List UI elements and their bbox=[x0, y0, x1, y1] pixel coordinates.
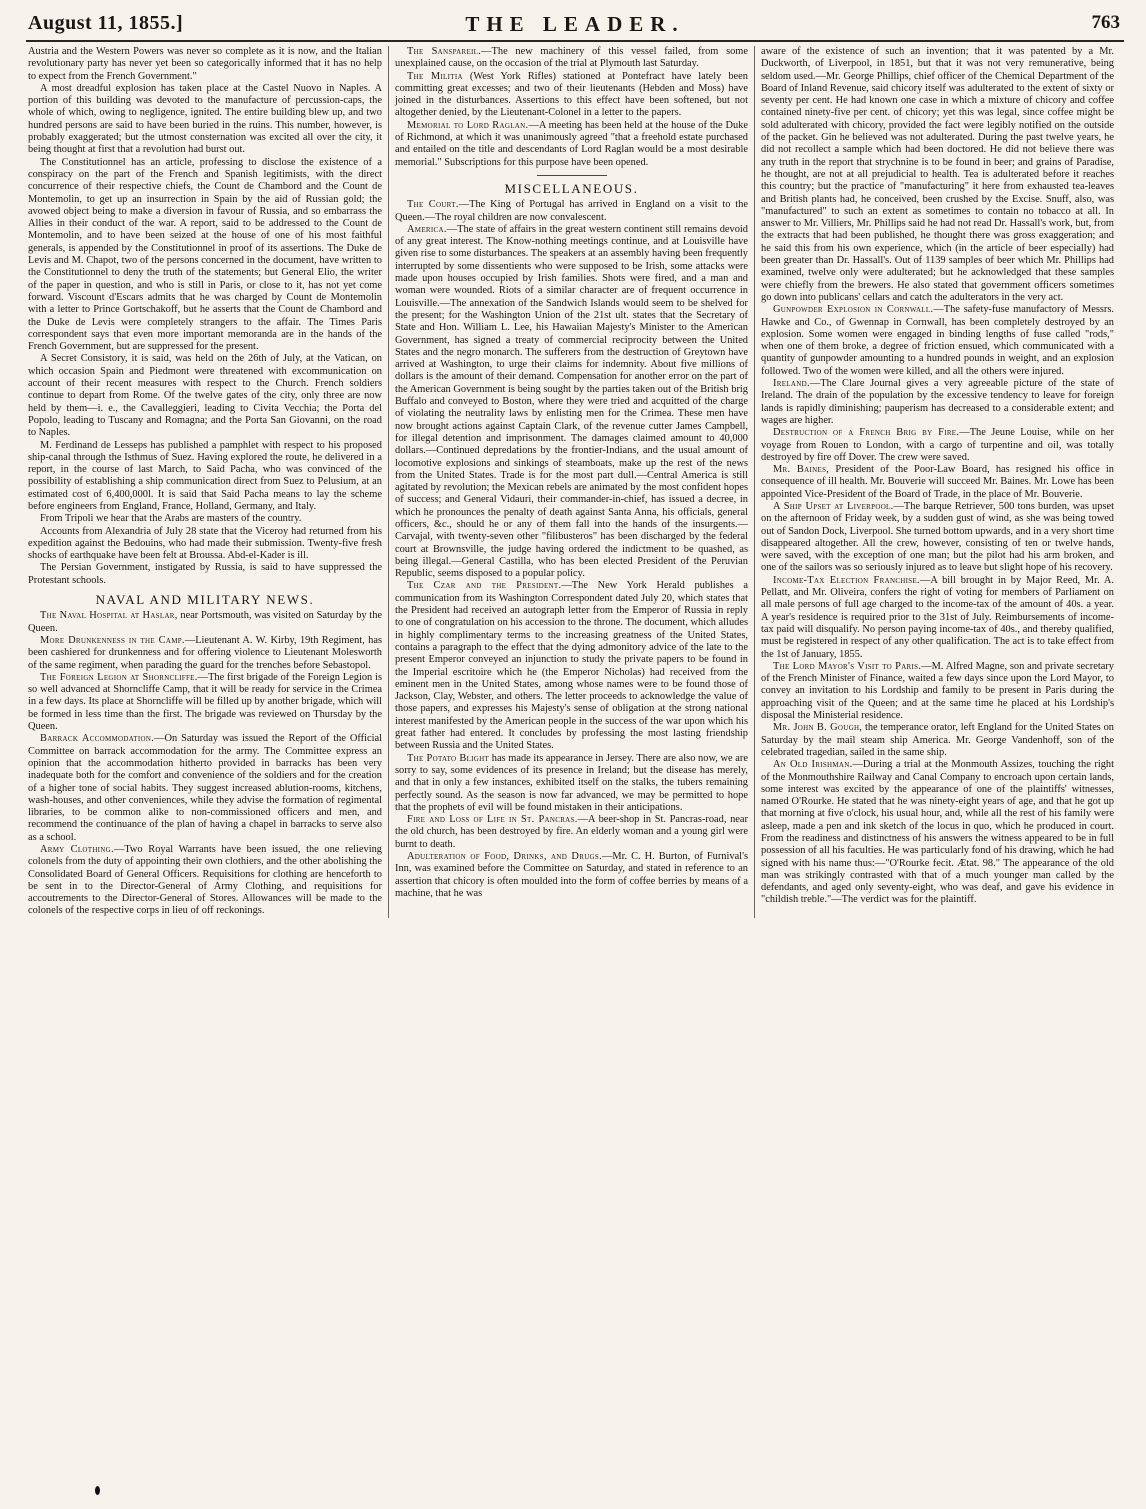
column-1 bbox=[22, 46, 388, 918]
item-text: —A bill brought in by Major Reed, Mr. A. Pellatt, and Mr. Oliveira, confers the right of voting for members of Parliament on all male persons of full age charged to the income-tax of the amount of 40s. a year. A year's residence is required prior to the 31st of July. Reimbursements of income-tax paid will disqualify. No person paying income-tax of 40s., and thereby qualified, must be registered in respect of any other qualification. The act is to take effect from the 1st of January, 1855. bbox=[761, 574, 1114, 660]
item-text: —On Saturday was issued the Report of the Official Committee on barrack accommodation for the army. The Committee express an opinion that the accommodation hitherto provided in barracks has been very inadequate both for the comfort and convenience of the soldiers and for the creation of a higher tone of social habits. They suggest increased ablution-rooms, kitchens, wash-houses, and other conveniences, while they advise the formation of regimental libraries, to be common alike to non-commissioned officers and men, and recommend the continuance of the plan of having a chapel in barracks to serve also as a school. bbox=[28, 733, 382, 843]
item-lead: The Court. bbox=[407, 199, 459, 211]
news-item bbox=[395, 120, 748, 169]
item-lead: The Lord Mayor's Visit to Paris. bbox=[773, 660, 922, 672]
item-text: —The New York Herald publishes a communication from its Washington Correspondent dated July 20, which states that the President had received an autograph letter from the Emperor of Russia in reply to one of congratulation on his accession to the throne. The document, which alludes in highly complimentary terms to the increasing greatness of the United States, contains a paragraph to the effect that the dying admonitory advice of the late to the present Emperor conveyed an injunction to study the private papers to be found in the Imperial escritoire which he (the Emperor Nicholas) had received from the eminent men in the United States, among whose names were to be found those of Jackson, Clay, Webster, and others. The letter proceeds to acknowledge the value of those papers, and expresses his Majesty's sense of obligation at the strong national interest manifested by the American people in the success of the war upon which his great father had entered. It concludes by professing the most lasting friendship between Russia and the United States. bbox=[395, 580, 748, 752]
paragraph: Accounts from Alexandria of July 28 state that the Viceroy had returned from his expedition against the Bedouins, who had made their submission. Twenty-five fresh shocks of earthquake have been felt at Broussa. Abd-el-Kader is ill. bbox=[28, 525, 382, 562]
paragraph: From Tripoli we hear that the Arabs are masters of the country. bbox=[40, 513, 302, 525]
issue-date: August 11, 1855.] bbox=[28, 12, 184, 34]
divider bbox=[537, 175, 607, 176]
paragraph: A most dreadful explosion has taken place at the Castel Nuovo in Naples. A portion of this building was devoted to the manufacture of percussion-caps, the whole of which, owing to negligence, ignited. The entire building blew up, and two hundred persons are said to have been buried in the ruins. This number, however, is probably exaggerated; but the utmost consternation was excited all over the city, it being thought at first that a revolution had burst out. bbox=[28, 82, 382, 156]
item-text: —The safety-fuse manufactory of Messrs. Hawke and Co., of Gwennap in Cornwall, has been completely destroyed by an explosion. Some women were engaged in binding lengths of fuse called "rods," when one of them broke, a degree of friction ensued, which communicated with a quantity of gunpowder amounting to a hundred pounds in weight, and an explosion followed. Two of the women were killed, and all the others were injured. bbox=[761, 304, 1115, 377]
news-item bbox=[395, 71, 748, 120]
news-item bbox=[395, 46, 748, 71]
item-text: —The first brigade of the Foreign Legion is so well advanced at Shorncliffe Camp, that it will be ready for service in the Crimea in a few days. Its place at Shorncliffe will be filled up by another brigade, which will be formed in less time than the first. The brigade was reviewed on Thursday by the Queen. bbox=[28, 671, 382, 733]
item-lead: Gunpowder Explosion in Cornwall. bbox=[773, 304, 934, 316]
item-lead: An Old Irishman. bbox=[773, 759, 853, 771]
item-lead: The Czar and the President. bbox=[407, 580, 562, 592]
item-lead: Adulteration of Food, Drinks, and Drugs. bbox=[407, 851, 602, 862]
item-lead: Destruction of a French Brig by Fire. bbox=[773, 427, 960, 439]
item-text: —The Clare Journal gives a very agreeable picture of the state of Ireland. The drain of the population by the excessive tendency to leave for foreign lands is rapidly diminishing; pauperism has decreased to a considerable extent; and wages are higher. bbox=[761, 378, 1114, 426]
news-item bbox=[28, 635, 382, 672]
item-lead: Income-Tax Election Franchise. bbox=[773, 574, 920, 586]
news-item bbox=[761, 464, 1114, 501]
item-lead: Fire and Loss of Life in St. Pancras. bbox=[407, 814, 578, 826]
news-item bbox=[761, 759, 1114, 907]
item-lead: Mr. Baines, bbox=[773, 464, 830, 476]
news-item bbox=[28, 844, 382, 918]
item-text: —The barque Retriever, 500 tons burden, was upset on the afternoon of Friday week, by a sudden gust of wind, as she was being towed out of Sandon Dock, Liverpool. She turned bottom upwards, and in a very short time disappeared altogether. All the crew, however, consisting of ten or twelve hands, were saved, with the exception of one man; but the pilot had his arm broken, and one of the sailors was so seriously injured as to leave but slight hope of his recovery. bbox=[761, 500, 1114, 574]
news-item bbox=[395, 580, 748, 752]
news-item bbox=[395, 814, 748, 851]
item-lead: Ireland. bbox=[773, 378, 810, 390]
item-text: —The King of Portugal has arrived in England on a visit to the Queen.—The royal children are now convalescent. bbox=[395, 199, 748, 223]
news-item bbox=[395, 753, 748, 814]
paragraph: The Persian Government, instigated by Russia, is said to have suppressed the Protestant schools. bbox=[28, 562, 382, 586]
item-lead: Memorial to Lord Raglan. bbox=[407, 119, 529, 131]
item-text: —The state of affairs in the great western continent still remains devoid of any great interest. The Know-nothing meetings continue, and at Louisville have given rise to some disturbances. The speakers at an assembly having been frequently interrupted by some dissentients who were supposed to be Irish, some attacks were made upon houses occupied by Irish families. Shots were fired, and a man and woman were wounded. Riots of a similar character are of frequent occurrence in Louisville.—The annexation of the Sandwich Islands would seem to be shelved for the present; for the Washington Union of the 21st ult. states that the Secretary of State and Hon. William L. Lee, his Hawaiian Majesty's Minister to the American Government, has signed a treaty of commercial reciprocity between the United States and the negro monarch. The sufferers from the destruction of Greytown have arrived at Washington, to urge their claims for indemnity. About five millions of dollars is the amount of their demand. Compensation for another error on the part of the American Government is being sought by the parties taken out of the British brig Buffalo and conveyed to Boston, where they were tried and acquitted of the charge of violating the neutrality laws by enlisting men for the Crimea. These men have now brought actions against Captain Clark, of the revenue cutter James Campbell, for illegal detention and imprisonment. The damages claimed amount to 40,000 dollars.—Continued depredations by the frontier-Indians, and the usual amount of locomotive explosions and sinkings of steamboats, make up the rest of the news from the United States. Trade is for the most part dull.—Central America is still agitated by revolution; the Mexican rebels are animated by the most confident hopes of success; and General Vidauri, their commander-in-chief, has issued a decree, in which he pronounces the penalty of death against Santa Anna, his officials, general officers, &c., should he or any of them fall into the hands of the insurgents.—Carvajal, with twenty-seven other "filibusteros" has been discharged by the federal court at Brownsville, the judge having ordered the indictment to be quashed, as being illegal.—General Castilla, who has been elected President of the Peruvian Republic, seems disposed to a popular policy. bbox=[395, 223, 748, 580]
item-text: (West York Rifles) stationed at Pontefract have lately been committing great excesses; and two of their lieutenants (Hebden and Moss) have joined in the disturbances. Assertions to this effect have been softened, but not altogether denied, by the Lieutenant-Colonel in a letter to the papers. bbox=[395, 70, 748, 119]
item-lead: America. bbox=[407, 223, 447, 235]
column-3 bbox=[754, 46, 1120, 918]
item-lead: More Drunkenness in the Camp. bbox=[40, 634, 185, 646]
news-item bbox=[761, 378, 1114, 427]
text-columns bbox=[22, 46, 1128, 918]
news-item bbox=[761, 661, 1114, 722]
item-text: —The new machinery of this vessel failed, from some unexplained cause, on the occasion of the trial at Plymouth last Saturday. bbox=[395, 46, 749, 70]
item-lead: The Foreign Legion at Shorncliffe. bbox=[40, 671, 198, 683]
paragraph: Austria and the Western Powers was never so complete as it is now, and the Italian revolutionary party has never yet been so categorically informed that it has no help to expect from the French Government." bbox=[28, 46, 382, 82]
item-lead: Barrack Accommodation. bbox=[40, 733, 155, 745]
item-text: —Lieutenant A. W. Kirby, 19th Regiment, has been cashiered for drunkenness and for offering violence to Lieutenant Molesworth of the same regiment, when parading the guard for the trenches before Sebastopol. bbox=[28, 634, 382, 671]
item-text: —Two Royal Warrants have been issued, the one relieving colonels from the duty of appointing their own clothiers, and the other abolishing the Consolidated Board of General Officers. Requisitions for clothing are henceforth to be sent in to the Director-General of Army Clothing, and requisitions for accoutrements to the Director-General of Stores. Allowances will be made to the colonels of the respective corps in lieu of off reckonings. bbox=[28, 844, 382, 917]
column-2 bbox=[388, 46, 754, 918]
paragraph: The Constitutionnel has an article, professing to disclose the existence of a conspiracy on the part of the French and Spanish legitimists, with the direct concurrence of their respective chiefs, the Count de Chambord and the Count de Montemolin, to get up an insurrection in Spain by the aid of Russian gold; the avowed object being to make a diversion in favour of Russia, and so embarrass the Allies in their conduct of the war. A report, said to be addressed to the Count de Montemolin, and to have been seized at the house of one of his most faithful generals, is appended by the Constitutionnel in proof of its assertions. The Duke de Levis and M. Chapot, two of the persons concerned in the document, have written to the Constitutionnel to deny the truth of the statements; but General Elio, the writer of the paper in question, and who is still in Paris, or close to it, has not yet come forward. Viscount d'Escars admits that he was charged by Count de Montemolin with a letter to Prince Gortschakoff, but he asserts that the Count de Chambord and the Duke de Levis were completely strangers to the affair. The Times Paris correspondent says that even more important memoranda are in the hands of the French Government, but are suppressed for the present. bbox=[28, 156, 382, 353]
item-text: President of the Poor-Law Board, has resigned his office in consequence of ill health. Mr. Bouverie will succeed Mr. Baines. Mr. Lowe has been appointed Vice-President of the Board of Trade, in the place of Mr. Bouverie. bbox=[761, 464, 1114, 500]
section-heading-miscellaneous: MISCELLANEOUS. bbox=[504, 180, 639, 196]
section-heading-naval: NAVAL AND MILITARY NEWS. bbox=[95, 592, 315, 608]
newspaper-title: THE LEADER. bbox=[465, 12, 685, 36]
paragraph: M. Ferdinand de Lesseps has published a pamphlet with respect to his proposed ship-canal through the Isthmus of Suez. Having explored the route, he delivered in a report, in the course of last March, to Said Pacha, who was convinced of the possibility of establishing a ship communication direct from Suez to Pelusium, at an estimated cost of 6,400,000l. It is said that Said Pacha means to lay the scheme before engineers from England, France, Holland, Germany, and Italy. bbox=[28, 439, 382, 512]
item-text: —The Jeune Louise, while on her voyage from Rouen to London, with a cargo of turpentine and oil, was totally destroyed by fire off Dover. The crew were saved. bbox=[761, 427, 1115, 463]
news-item bbox=[28, 672, 382, 733]
item-text: near Portsmouth, was visited on Saturday by the Queen. bbox=[28, 610, 382, 634]
ink-blot bbox=[95, 1486, 100, 1495]
item-text: the temperance orator, left England for the United States on Saturday by the mail steam ship America. Mr. George Vandenhoff, son of the celebrated tragedian, sailed in the same ship. bbox=[761, 722, 1114, 758]
item-text: —During a trial at the Monmouth Assizes, touching the right of the Monmouthshire Railway and Canal Company to encroach upon certain lands, some interest was excited by the appearance of one of the plaintiffs' witnesses, named O'Rourke. He stated that he was ninety-eight years of age, and that he got up that morning at five o'clock, his usual hour, and, while all the rest of his family were asleep, made a pen and ink sketch of the locus in quo, which he produced in court. From the readiness and distinctness of his answers the witness appeared to be in full possession of all his faculties. He was particularly fond of his drawing, which he had signed with his name thus:—"O'Rourke fecit. Ætat. 98." The appearance of the old man was strikingly contrasted with that of a much younger man called by the defendants, and aged only seventy-eight, who was deaf, and gave his evidence in "childish treble."—The verdict was for the plaintiff. bbox=[761, 759, 1114, 906]
news-item bbox=[761, 501, 1114, 575]
page-number: 763 bbox=[1091, 12, 1120, 33]
news-item bbox=[761, 427, 1114, 464]
news-item bbox=[395, 224, 748, 581]
masthead bbox=[26, 0, 1124, 42]
paragraph: A Secret Consistory, it is said, was held on the 26th of July, at the Vatican, on which occasion Spain and Piedmont were threatened with excommunication on account of their recent measures with respect to the Church. French soldiers continue to depart from Rome. Of the twelve gates of the city, only three are now held by them—i. e., the Cavalleggieri, leading to Civita Vecchia; the Porta del Popolo, leading to Tuscany and Romagna; and the Porta San Giovanni, on the road to Naples. bbox=[28, 353, 382, 439]
news-item bbox=[761, 304, 1114, 378]
paragraph: aware of the existence of such an invention; that it was patented by a Mr. Duckworth, of Liverpool, in 1851, but that it was not very remunerative, being seldom used.—Mr. George Phillips, chief officer of the Chemical Department of the Board of Inland Revenue, said chicory itself was adulterated to the extent of sixty or seventy per cent. He had known one case in which a mixture of chicory and coffee contained ninety-five per cent. of chicory; yet this was legal, since coffee might be sold adulterated with chicory, provided the fact were legibly notified on the outside of the packet. Gin he believed was not adulterated. During the past twelve years, he did not recollect a sample which had been doctored. He did not believe there was any truth in the report that strychnine is to be found in beer; and grains of Paradise, he thought, are not at all prejudicial to health. Tea is adulterated before it reaches this country; but the practice of "manufacturing" it here from exhausted tea-leaves and British plants had, he conceived, been crushed by the Excise. Snuff, also, was "manufactured" to such an extent as sometimes to contain no tobacco at all. In answer to Mr. Villiers, Mr. Phillips said he had not read Dr. Hassall's work, but, from the extracts that had been published, he thought there was gross exaggeration; and he said this from his own experience, which (in the article of beer especially) had been greater than Dr. Hassall's. Out of 1139 samples of beer which Mr. Phillips had examined, twelve only were adulterated; but he acknowledged that these samples were chiefly from the brewers. He also stated that government officers sometimes go down into publicans' cellars and catch the adulterators in the very act. bbox=[761, 46, 1114, 303]
news-item bbox=[761, 575, 1114, 661]
item-text: —Mr. C. H. Burton, of Furnival's Inn, was examined before the Committee on Saturday, and stated in reference to an assertion that chicory is often moulded into the form of coffee berries by means of a machine, that he was bbox=[395, 851, 748, 899]
item-lead: The Militia bbox=[407, 70, 463, 82]
item-lead: Mr. John B. Gough, bbox=[773, 722, 863, 734]
item-text: —M. Alfred Magne, son and private secretary of the French Minister of Finance, waited a few days since upon the Lord Mayor, to convey an invitation to his Lordship and family to be present in Paris during the approaching visit of the Queen; and at the same time he placed at his Lordship's disposal the Ministerial residence. bbox=[761, 660, 1115, 722]
item-lead: The Naval Hospital at Haslar, bbox=[40, 610, 178, 622]
item-text: has made its appearance in Jersey. There are also now, we are sorry to say, some evidences of its presence in Ireland; but the disease has merely, and that in only a few instances, exhibited itself on the stalks, the tubers remaining perfectly sound. As the season is now far advanced, we may be permitted to hope that the prophets of evil will be found mistaken in their anticipations. bbox=[395, 752, 748, 813]
item-lead: The Sanspareil. bbox=[407, 46, 482, 57]
item-text: —A beer-shop in St. Pancras-road, near the old church, has been destroyed by fire. An elderly woman and a young girl were burnt to death. bbox=[395, 814, 748, 850]
news-item bbox=[395, 851, 748, 900]
item-lead: The Potato Blight bbox=[407, 752, 490, 764]
item-lead: Army Clothing. bbox=[40, 844, 114, 855]
news-item bbox=[28, 733, 382, 844]
item-lead: A Ship Upset at Liverpool. bbox=[773, 500, 894, 512]
news-item bbox=[28, 610, 382, 635]
news-item bbox=[395, 199, 748, 224]
item-text: —A meeting has been held at the house of the Duke of Richmond, at which it was unanimously agreed "that a freehold estate purchased and entailed on the title and descendants of Lord Raglan would be a most desirable memorial." Subscriptions for this purpose have been opened. bbox=[395, 119, 748, 168]
news-item bbox=[761, 722, 1114, 759]
